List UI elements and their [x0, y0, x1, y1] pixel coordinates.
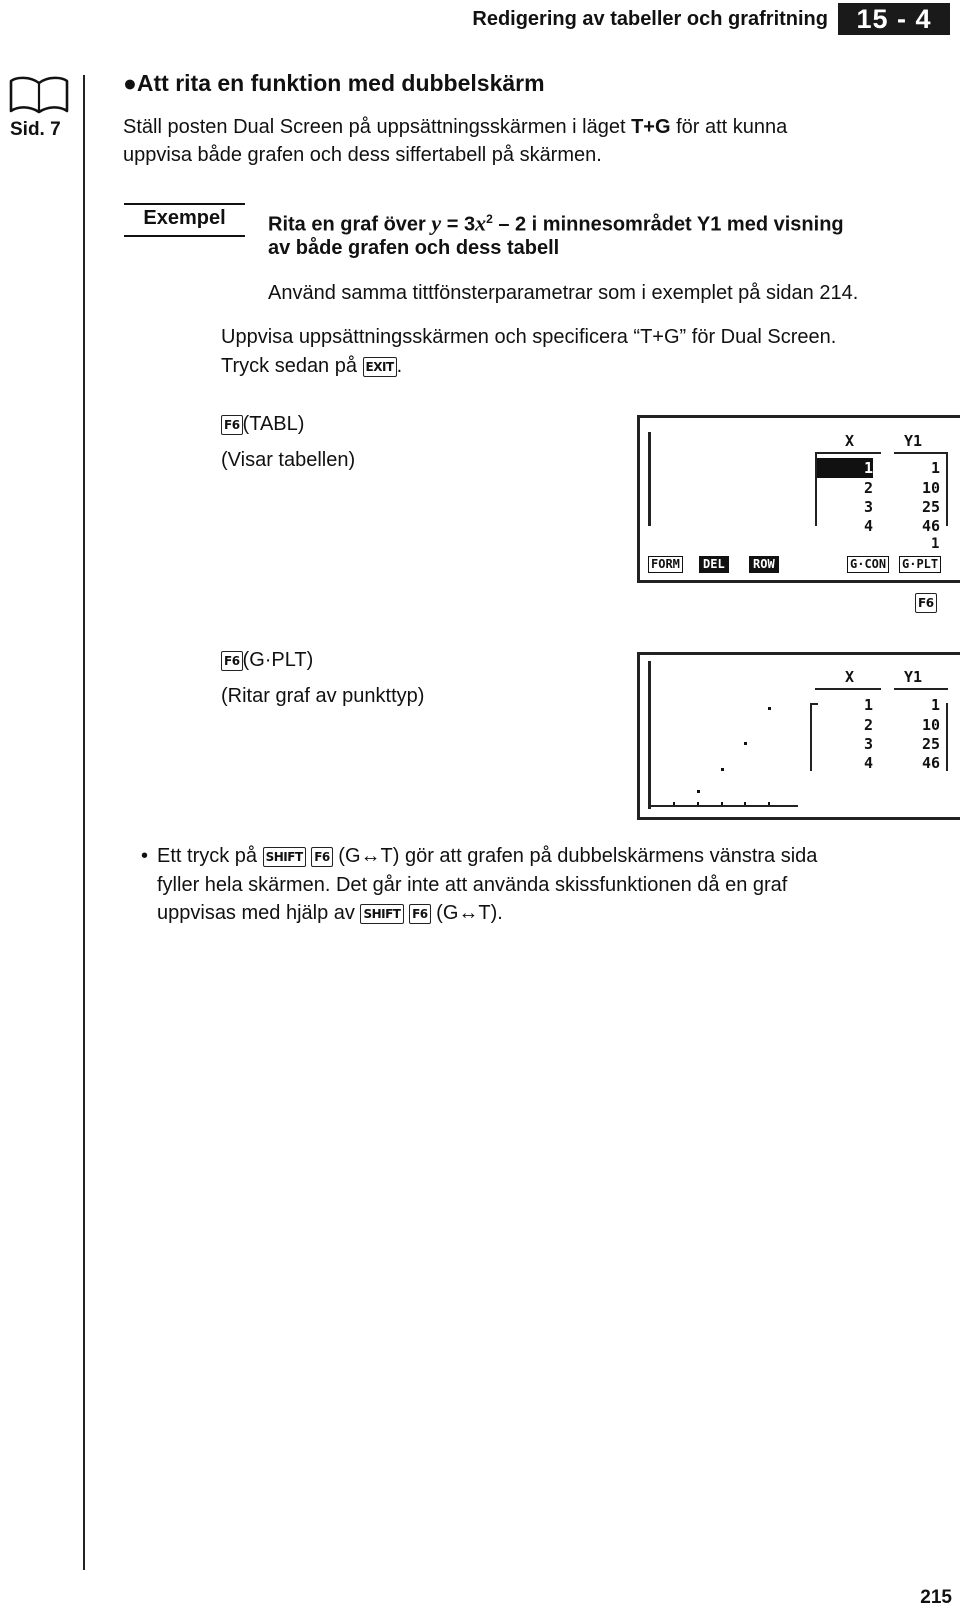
step2-label: F6 (TABL)	[221, 412, 304, 436]
bullet-dot: •	[141, 845, 149, 867]
table-cell-x: 3	[864, 735, 874, 753]
step3-label: F6 (G·PLT)	[221, 648, 313, 672]
intro-line-1: Ställ posten Dual Screen på uppsättningsskärmen i läget T+G för att kunna	[123, 116, 788, 138]
table-cell-y: 1	[931, 696, 941, 714]
table-cell-y: 25	[922, 735, 941, 753]
f6-key: F6	[221, 415, 243, 435]
page-number: 215	[920, 1587, 952, 1608]
table-left-border	[810, 703, 812, 771]
table-header-y1: Y1	[904, 668, 923, 686]
shift-key: SHIFT	[263, 847, 306, 867]
cell-value-display: 1	[931, 536, 940, 552]
header-title: Redigering av tabeller och grafritning	[472, 8, 828, 30]
table-header-rule	[894, 688, 948, 690]
table-right-border	[946, 703, 948, 771]
table-header-rule	[815, 688, 881, 690]
x-tick	[673, 802, 675, 805]
table-cell-y: 46	[922, 517, 941, 535]
plot-point	[768, 707, 771, 710]
margin-rule	[83, 75, 85, 1570]
f6-key: F6	[409, 904, 431, 924]
f6-key: F6	[311, 847, 333, 867]
table-header-rule	[815, 452, 881, 454]
graph-axis	[648, 432, 651, 526]
calculator-screen-table	[637, 415, 960, 583]
example-title-line-2: av både grafen och dess tabell	[268, 237, 560, 259]
table-cell-y: 25	[922, 498, 941, 516]
x-tick	[744, 802, 746, 805]
table-right-border	[946, 452, 948, 526]
example-title-line-1: Rita en graf över $y = 3x^2 - 2$ i minnesområdet Y1 med visning	[268, 210, 844, 236]
table-header-y1: Y1	[904, 432, 923, 450]
menu-gplt[interactable]: G·PLT	[899, 556, 941, 573]
step2-desc: (Visar tabellen)	[221, 449, 356, 471]
table-cell-x: 4	[864, 754, 874, 772]
table-header-x: X	[845, 668, 855, 686]
menu-del[interactable]: DEL	[699, 556, 729, 573]
plot-point	[721, 768, 724, 771]
x-tick	[768, 802, 770, 805]
table-cell-y: 46	[922, 754, 941, 772]
exit-key: EXIT	[363, 357, 397, 377]
plot-point	[697, 790, 700, 793]
calculator-screen-plot	[637, 652, 960, 820]
step3-desc: (Ritar graf av punkttyp)	[221, 685, 425, 707]
table-header-x: X	[845, 432, 855, 450]
table-corner	[810, 703, 818, 705]
table-cell-x: 2	[864, 716, 874, 734]
menu-gcon[interactable]: G·CON	[847, 556, 889, 573]
bullet-line-1: Ett tryck på SHIFT F6 (G↔T) gör att grafen på dubbelskärmens vänstra sida	[157, 845, 818, 867]
table-cell-x: 1	[864, 459, 874, 477]
menu-row[interactable]: ROW	[749, 556, 779, 573]
example-label: Exempel	[143, 207, 226, 229]
intro-line-2: uppvisa både grafen och dess siffertabell på skärmen.	[123, 144, 602, 166]
f6-key-reference: F6	[915, 593, 937, 613]
bullet-line-2: fyller hela skärmen. Det går inte att använda skissfunktionen då en graf	[157, 874, 788, 896]
table-cell-y: 10	[922, 479, 941, 497]
table-cell-x: 3	[864, 498, 874, 516]
table-cell-x: 1	[864, 696, 874, 714]
table-cell-x: 2	[864, 479, 874, 497]
page-reference: Sid. 7	[10, 119, 61, 140]
shift-key: SHIFT	[360, 904, 403, 924]
plot-point	[744, 742, 747, 745]
table-cell-x: 4	[864, 517, 874, 535]
section-heading: ●Att rita en funktion med dubbelskärm	[123, 70, 545, 96]
table-cell-y: 10	[922, 716, 941, 734]
f6-key: F6	[221, 651, 243, 671]
section-page-ref: 15 - 4	[838, 3, 950, 35]
table-header-rule	[894, 452, 948, 454]
step1-line-1: Uppvisa uppsättningsskärmen och specificera “T+G” för Dual Screen.	[221, 326, 837, 348]
bullet-line-3: uppvisas med hjälp av SHIFT F6 (G↔T).	[157, 902, 503, 924]
table-cell-y: 1	[931, 459, 941, 477]
example-note: Använd samma tittfönsterparametrar som i exemplet på sidan 214.	[268, 282, 859, 304]
step1-line-2: Tryck sedan på EXIT .	[221, 355, 403, 377]
book-icon	[8, 75, 70, 115]
menu-form[interactable]: FORM	[648, 556, 683, 573]
x-tick	[697, 802, 699, 805]
x-tick	[721, 802, 723, 805]
